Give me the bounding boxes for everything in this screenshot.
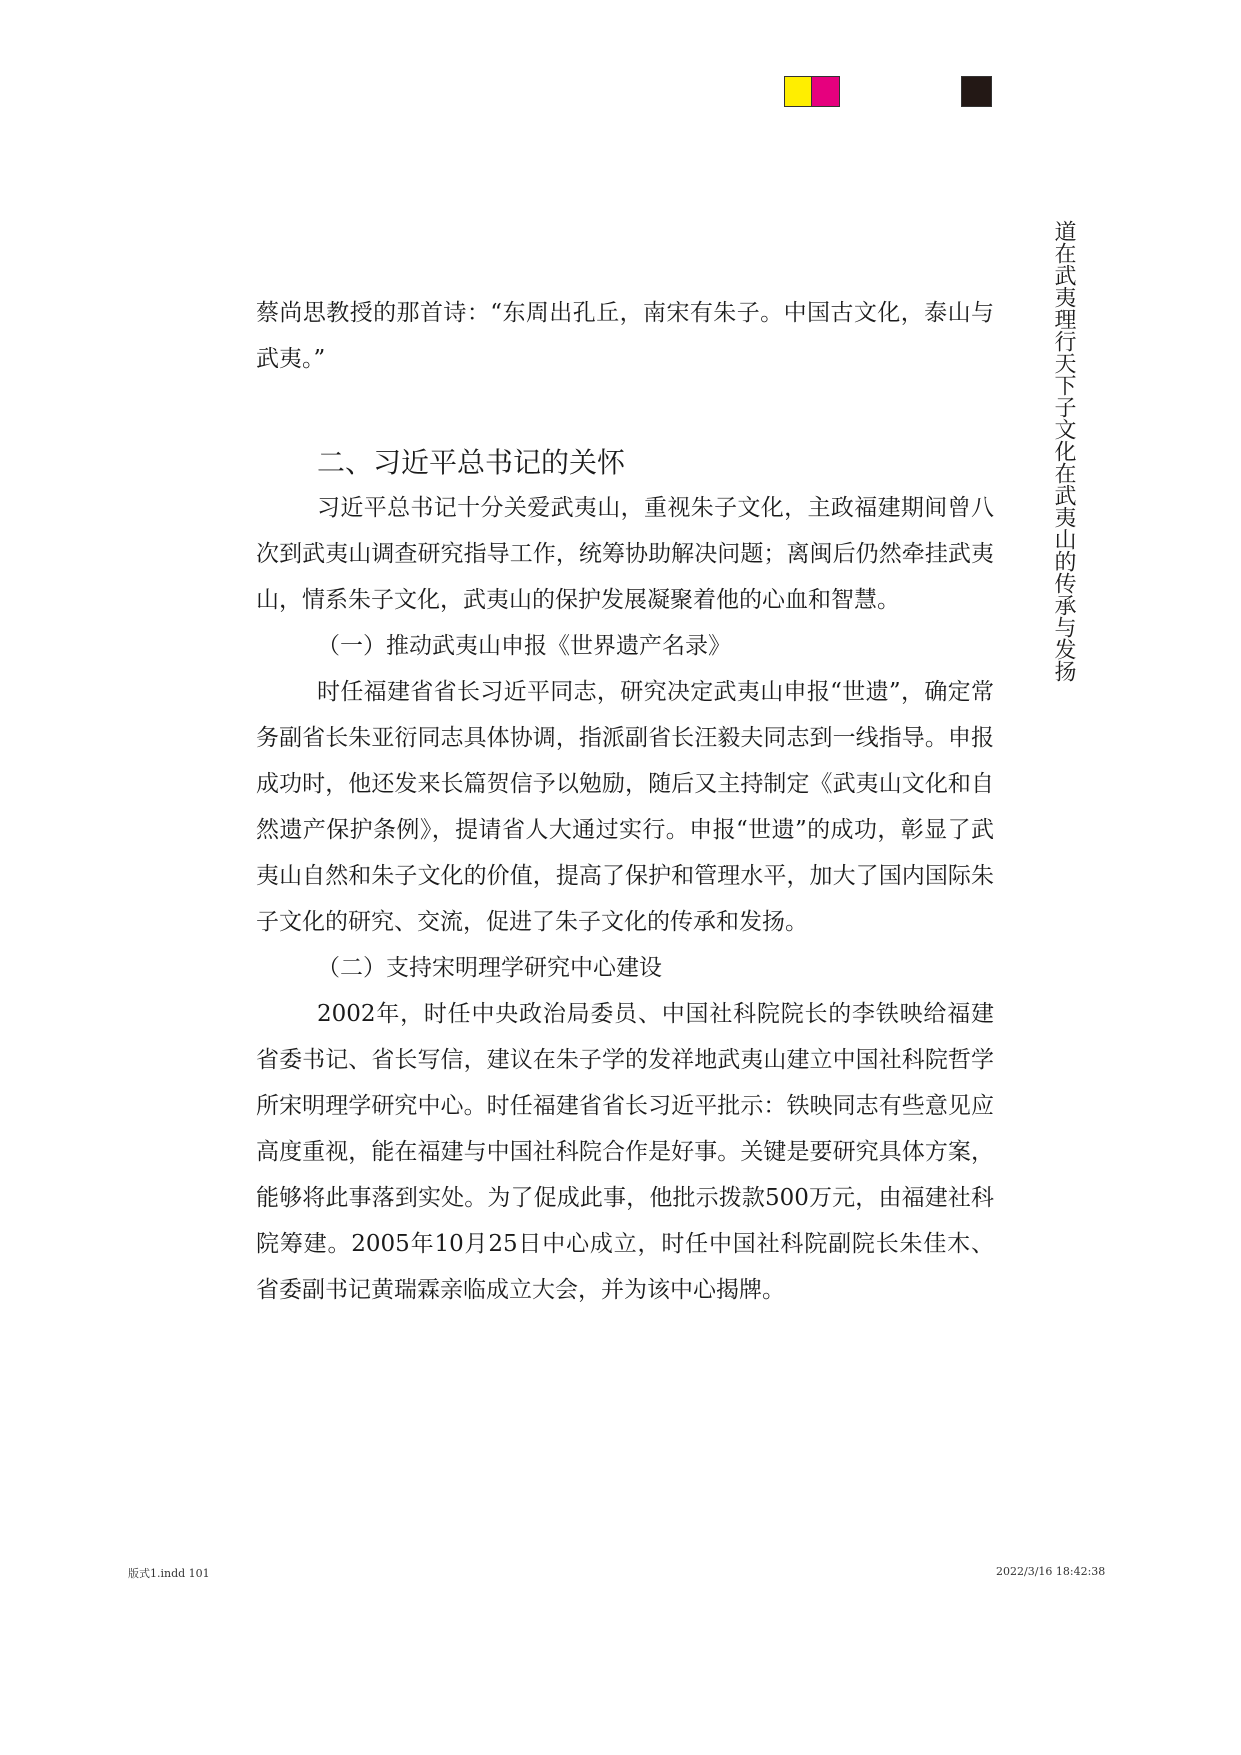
color-swatch-yellow <box>784 76 812 107</box>
color-swatch-black <box>961 76 992 107</box>
paragraph: 习近平总书记十分关爱武夷山，重视朱子文化，主政福建期间曾八次到武夷山调查研究指导工作，统筹协助解决问题；离闽后仍然牵挂武夷山，情系朱子文化，武夷山的保护发展凝聚着他的心血和智慧。 <box>256 495 994 613</box>
paragraph: 2002年，时任中央政治局委员、中国社科院院长的李铁映给福建省委书记、省长写信，建议在朱子学的发祥地武夷山建立中国社科院哲学所宋明理学研究中心。时任福建省省长习近平批示：铁映同志有些意见应高度重视，能在福建与中国社科院合作是好事。关键是要研究具体方案，能够将此事落到实处。为了促成此事，他批示拨款500万元，由福建社科院筹建。2005年10月25日中心成立，时任中国社科院副院长朱佳木、省委副书记黄瑞霖亲临成立大会，并为该中心揭牌。 <box>256 1001 994 1303</box>
paragraph-continuation: 蔡尚思教授的那首诗：“东周出孔丘，南宋有朱子。中国古文化，泰山与武夷。” <box>256 300 994 372</box>
running-header-vertical: 道在武夷理行天下子文化在武夷山的传承与发扬 <box>1051 220 1076 682</box>
paragraph: 时任福建省省长习近平同志，研究决定武夷山申报“世遗”，确定常务副省长朱亚衍同志具体协调，指派副省长汪毅夫同志到一线指导。申报成功时，他还发来长篇贺信予以勉励，随后又主持制定《武夷山文化和自然遗产保护条例》，提请省人大通过实行。申报“世遗”的成功，彰显了武夷山自然和朱子文化的价值，提高了保护和管理水平，加大了国内国际朱子文化的研究、交流，促进了朱子文化的传承和发扬。 <box>256 679 994 935</box>
subsection-heading-2: （二）支持宋明理学研究中心建设 <box>317 955 662 981</box>
color-swatch-magenta <box>812 76 840 107</box>
footer-timestamp: 2022/3/16 18:42:38 <box>996 1565 1106 1578</box>
subsection-heading-1: （一）推动武夷山申报《世界遗产名录》 <box>317 633 731 659</box>
page-body <box>256 290 994 1313</box>
footer-file-info: 版式1.indd 101 <box>128 1567 210 1580</box>
section-heading: 二、习近平总书记的关怀 <box>317 446 626 479</box>
